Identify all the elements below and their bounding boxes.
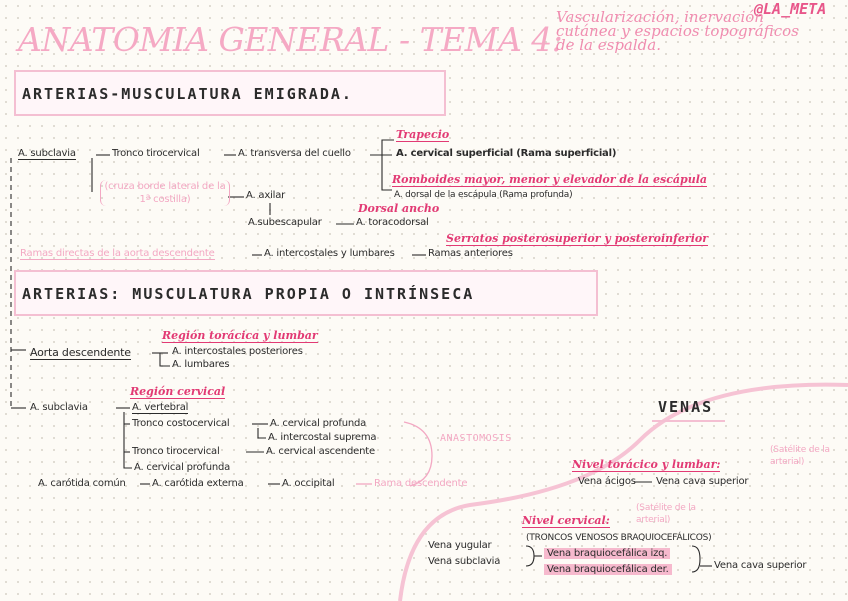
author-handle: @LA_META	[754, 0, 827, 18]
s2-vertebral: A. vertebral	[132, 402, 189, 413]
venas-acigos: Vena ácigos	[578, 476, 636, 487]
venas-troncos: (TRONCOS VENOSOS BRAQUIOCEFÁLICOS)	[526, 533, 712, 543]
s1-transversa: A. transversa del cuello	[238, 148, 351, 159]
s2-cervical-profunda: A. cervical profunda	[270, 418, 367, 429]
s1-serratos: Serratos posterosuperior y posteroinferior	[446, 232, 709, 245]
s1-toracodorsal: A. toracodorsal	[356, 217, 429, 228]
s2-subclavia: A. subclavia	[30, 402, 88, 413]
section-heading-box-2	[14, 270, 598, 316]
s1-romboides: Romboides mayor, menor y elevador de la escápula	[392, 173, 708, 186]
s2-intercostal-suprema: A. intercostal suprema	[268, 432, 377, 443]
s1-axilar: A. axilar	[246, 190, 286, 201]
venas-satelite-2: (Satélite de la arterial)	[636, 503, 696, 525]
venas-nivel-toraco: Nivel torácico y lumbar:	[572, 458, 721, 471]
section-heading-2: ARTERIAS: MUSCULATURA PROPIA O INTRÍNSECA	[22, 285, 475, 303]
s2-aorta-desc: Aorta descendente	[30, 346, 131, 359]
s2-cervical-profunda-2: A. cervical profunda	[134, 462, 231, 473]
s1-trapecio: Trapecio	[396, 128, 450, 141]
venas-braquio-izq: Vena braquiocefálica izq.	[544, 548, 670, 559]
s2-tronco-tiro: Tronco tirocervical	[132, 446, 220, 457]
s2-region-cervical: Región cervical	[130, 385, 226, 398]
s1-cruza-note: (cruza borde lateral de la 1ª costilla)	[100, 180, 230, 206]
venas-satelite-1: (Satélite de la arterial)	[770, 445, 830, 467]
s2-anastomosis: ANASTOMOSIS	[440, 433, 512, 444]
section-heading-1: ARTERIAS-MUSCULATURA EMIGRADA.	[22, 85, 353, 103]
s2-cervical-ascendente: A. cervical ascendente	[266, 446, 375, 457]
venas-cava-1: Vena cava superior	[656, 476, 749, 487]
venas-subclavia: Vena subclavia	[428, 556, 501, 567]
s1-subclavia: A. subclavia	[18, 148, 76, 159]
s2-rama-descendente: Rama descendente	[374, 478, 468, 489]
page-title: ANATOMIA GENERAL - TEMA 4:	[18, 20, 563, 59]
s1-dorsal-esc: A. dorsal de la escápula (Rama profunda)	[394, 190, 573, 200]
s1-cervical-sup: A. cervical superficial (Rama superficial)	[396, 148, 617, 159]
venas-braquio-der: Vena braquiocefálica der.	[544, 564, 672, 575]
s1-ramas-directas: Ramas directas de la aorta descendente	[20, 248, 215, 259]
s2-tronco-costo: Tronco costocervical	[132, 418, 230, 429]
s2-intercostales-post: A. intercostales posteriores	[172, 346, 303, 357]
s1-dorsal-ancho: Dorsal ancho	[358, 202, 440, 215]
s1-intercostales-lumbares: A. intercostales y lumbares	[264, 248, 395, 259]
venas-cava-2: Vena cava superior	[714, 560, 807, 571]
s2-carotida-externa: A. carótida externa	[152, 478, 244, 489]
s2-lumbares: A. lumbares	[172, 359, 230, 370]
s2-region-toraco: Región torácica y lumbar	[162, 329, 318, 342]
page-subtitle: Vascularización, inervación cutánea y espacios topográficos de la espalda.	[556, 8, 799, 54]
section-heading-box-1	[14, 70, 446, 116]
s1-subescapular: A.subescapular	[248, 217, 322, 228]
s2-carotida-comun: A. carótida común	[38, 478, 126, 489]
venas-nivel-cervical: Nivel cervical:	[522, 514, 610, 527]
venas-heading: VENAS	[652, 396, 725, 422]
s2-occipital: A. occipital	[282, 478, 335, 489]
s1-tronco-tiro: Tronco tirocervical	[112, 148, 200, 159]
venas-yugular: Vena yugular	[428, 540, 492, 551]
s1-ramas-anteriores: Ramas anteriores	[428, 248, 513, 259]
